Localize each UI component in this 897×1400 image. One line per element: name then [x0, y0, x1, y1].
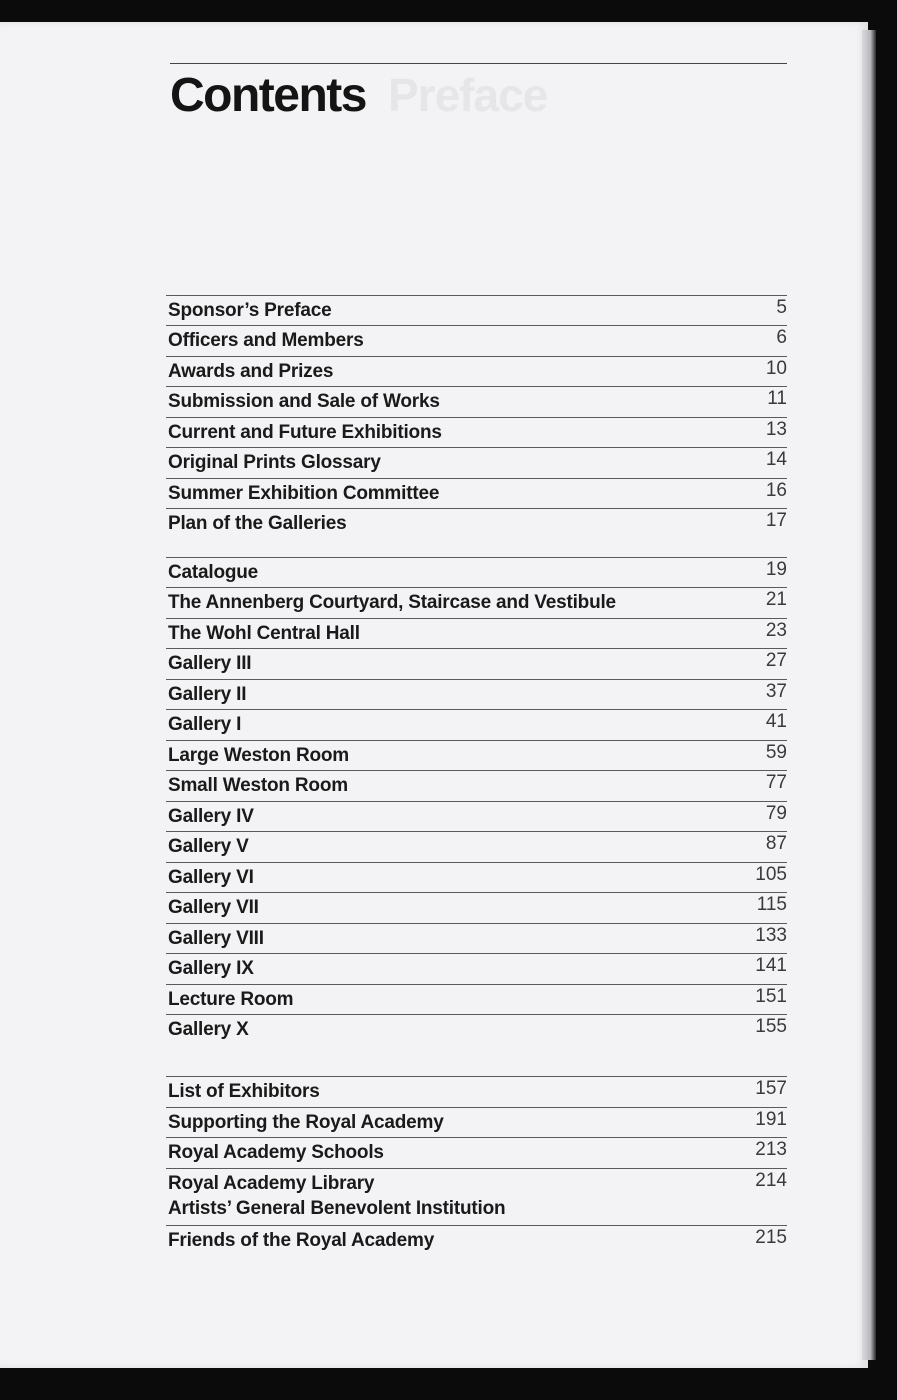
- toc-entry-page: 5: [776, 297, 787, 318]
- toc-entry[interactable]: [166, 831, 787, 861]
- toc-entry[interactable]: [166, 1168, 787, 1225]
- top-rule: [170, 63, 787, 64]
- toc-entry-label: Summer Exhibition Committee: [168, 483, 440, 504]
- toc-entry-label: Catalogue: [168, 562, 259, 583]
- toc-entry[interactable]: [166, 709, 787, 739]
- toc-entry[interactable]: [166, 862, 787, 892]
- toc-entry-page: 6: [776, 327, 787, 348]
- page-edge: [862, 30, 876, 1360]
- toc-entry-label: Gallery III: [168, 653, 252, 674]
- toc-entry-page: 157: [755, 1078, 787, 1099]
- toc-entry-page: 105: [755, 864, 787, 885]
- toc-entry-label: Gallery V: [168, 836, 249, 857]
- toc-entry[interactable]: [166, 618, 787, 648]
- toc-entry-label: Large Weston Room: [168, 745, 349, 766]
- toc-entry-label: Awards and Prizes: [168, 361, 334, 382]
- toc-entry-label: Gallery VIII: [168, 928, 264, 949]
- toc-entry-label: Sponsor’s Preface: [168, 300, 332, 321]
- toc-entry[interactable]: [166, 587, 787, 617]
- toc-entry[interactable]: [166, 295, 787, 325]
- toc-entry-label: Lecture Room: [168, 989, 294, 1010]
- page-title: Contents: [170, 69, 366, 122]
- toc-entry[interactable]: [166, 447, 787, 477]
- toc-entry-page: 215: [755, 1227, 787, 1248]
- toc-entry-page: 14: [765, 449, 787, 470]
- toc-entry-page: 11: [767, 388, 787, 409]
- toc-entry-page: 59: [765, 742, 787, 763]
- toc-entry-label: Royal Academy Library: [168, 1173, 375, 1194]
- toc-entry-label: Gallery IX: [168, 958, 254, 979]
- toc-entry-label: Royal Academy Schools: [168, 1142, 384, 1163]
- toc-entry-page: 214: [755, 1170, 787, 1191]
- toc-entry-label-secondary: Artists’ General Benevolent Institution: [168, 1198, 506, 1219]
- toc-entry-page: 77: [765, 772, 787, 793]
- toc-entry[interactable]: [166, 386, 787, 416]
- toc-entry-label: Friends of the Royal Academy: [168, 1230, 435, 1251]
- toc-entry-label: Gallery X: [168, 1019, 249, 1040]
- toc-entry[interactable]: [166, 953, 787, 983]
- show-through-heading: Preface: [388, 69, 548, 121]
- toc-entry[interactable]: [166, 984, 787, 1014]
- toc-entry[interactable]: [166, 892, 787, 922]
- toc-entry[interactable]: [166, 648, 787, 678]
- toc-entry-page: 87: [765, 833, 787, 854]
- toc-entry-label: Original Prints Glossary: [168, 452, 381, 473]
- toc-entry[interactable]: [166, 417, 787, 447]
- toc-entry-page: 23: [765, 620, 787, 641]
- toc-entry-page: 213: [755, 1139, 787, 1160]
- toc-entry-page: 79: [765, 803, 787, 824]
- toc-entry[interactable]: [166, 1225, 787, 1255]
- toc-entry[interactable]: [166, 356, 787, 386]
- toc-entry-label: Small Weston Room: [168, 775, 348, 796]
- toc-entry[interactable]: [166, 923, 787, 953]
- toc-entry-label: Gallery II: [168, 684, 247, 705]
- toc-entry[interactable]: [166, 478, 787, 508]
- toc-entry-label: Plan of the Galleries: [168, 513, 347, 534]
- toc-entry-page: 10: [765, 358, 787, 379]
- toc-entry-label: Current and Future Exhibitions: [168, 422, 442, 443]
- toc-entry-label: Supporting the Royal Academy: [168, 1112, 444, 1133]
- toc-entry-page: 141: [755, 955, 787, 976]
- toc-entry-label: The Wohl Central Hall: [168, 623, 360, 644]
- toc-entry[interactable]: [166, 801, 787, 831]
- toc-entry-label: Submission and Sale of Works: [168, 391, 440, 412]
- toc-entry[interactable]: [166, 1137, 787, 1167]
- toc-entry-label: Gallery VI: [168, 867, 254, 888]
- toc-entry-page: 191: [755, 1109, 787, 1130]
- toc-entry[interactable]: [166, 740, 787, 770]
- toc-entry-page: 115: [756, 894, 787, 915]
- toc-entry-page: 16: [765, 480, 787, 501]
- toc-entry[interactable]: [166, 770, 787, 800]
- toc-entry-page: 41: [765, 711, 787, 732]
- toc-entry[interactable]: [166, 679, 787, 709]
- toc-entry-page: 155: [755, 1016, 787, 1037]
- toc-entry-page: 13: [765, 419, 787, 440]
- toc-entry-page: 27: [765, 650, 787, 671]
- toc-entry-label: Officers and Members: [168, 330, 364, 351]
- toc-entry-page: 133: [755, 925, 787, 946]
- toc-entry-label: List of Exhibitors: [168, 1081, 320, 1102]
- toc-entry[interactable]: [166, 1107, 787, 1137]
- toc-entry-page: 17: [765, 510, 787, 531]
- toc-entry-page: 19: [765, 559, 787, 580]
- toc-entry-label: Gallery IV: [168, 806, 254, 827]
- toc-entry-label: Gallery I: [168, 714, 242, 735]
- toc-entry[interactable]: [166, 557, 787, 587]
- toc-entry-label: The Annenberg Courtyard, Staircase and Vestibule: [168, 592, 616, 613]
- toc-entry-page: 21: [765, 589, 787, 610]
- toc-entry[interactable]: [166, 1014, 787, 1044]
- toc-entry-page: 37: [765, 681, 787, 702]
- toc-entry[interactable]: [166, 325, 787, 355]
- toc-entry-label: Gallery VII: [168, 897, 259, 918]
- toc-entry[interactable]: [166, 1076, 787, 1106]
- toc-entry-page: 151: [755, 986, 787, 1007]
- toc-entry[interactable]: [166, 508, 787, 538]
